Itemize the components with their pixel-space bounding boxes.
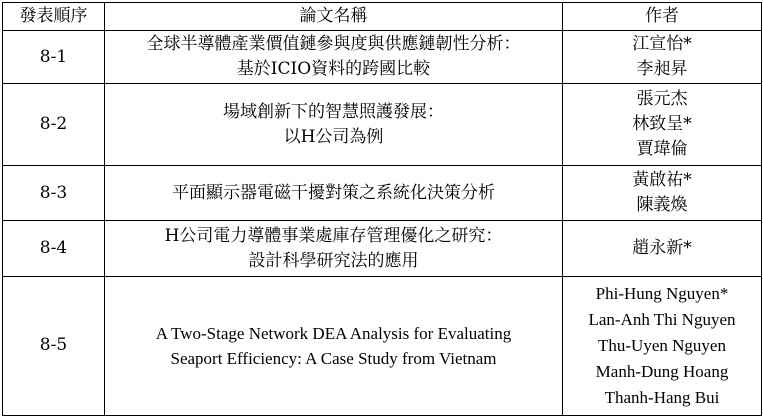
title-line: Seaport Efficiency: A Case Study from Vietnam bbox=[170, 348, 497, 368]
order-cell: 8-2 bbox=[3, 84, 105, 166]
author-name: 江宣怡* bbox=[632, 34, 692, 55]
order-cell: 8-1 bbox=[3, 31, 105, 84]
order-cell: 8-5 bbox=[3, 276, 105, 415]
title-line: H公司電力導體事業處庫存管理優化之研究： bbox=[164, 225, 503, 246]
title-line: 平面顯示器電磁干擾對策之系統化決策分析 bbox=[172, 182, 495, 203]
title-line: 以H公司為例 bbox=[283, 126, 384, 147]
title-line: 設計科學研究法的應用 bbox=[248, 250, 419, 271]
header-order: 發表順序 bbox=[3, 3, 105, 31]
title-cell bbox=[105, 31, 563, 84]
author-name: 賈瑋倫 bbox=[636, 139, 688, 160]
header-title: 論文名稱 bbox=[105, 3, 563, 31]
author-name: Thanh-Hang Bui bbox=[604, 387, 720, 407]
table-row bbox=[3, 221, 762, 276]
author-name: Lan-Anh Thi Nguyen bbox=[588, 309, 736, 329]
author-name: 李昶昇 bbox=[636, 59, 688, 80]
title-line: 基於ICIO資料的跨國比較 bbox=[236, 59, 431, 80]
author-cell bbox=[563, 84, 762, 166]
title-line: 場域創新下的智慧照護發展： bbox=[223, 101, 444, 122]
title-cell bbox=[105, 166, 563, 221]
table-row bbox=[3, 84, 762, 166]
author-cell bbox=[563, 31, 762, 84]
author-name: 趙永新* bbox=[632, 238, 692, 259]
author-cell bbox=[563, 166, 762, 221]
title-cell bbox=[105, 221, 563, 276]
title-line: A Two-Stage Network DEA Analysis for Evaluating bbox=[155, 323, 512, 343]
title-line: 全球半導體產業價值鏈參與度與供應鏈韌性分析： bbox=[146, 34, 521, 55]
author-name: 黃啟祐* bbox=[632, 170, 692, 191]
title-cell bbox=[105, 276, 563, 415]
table-row bbox=[3, 276, 762, 415]
author-name: 林致呈* bbox=[632, 114, 692, 135]
table-row bbox=[3, 166, 762, 221]
author-name: 張元杰 bbox=[636, 89, 688, 110]
header-author: 作者 bbox=[563, 3, 762, 31]
order-cell: 8-3 bbox=[3, 166, 105, 221]
author-name: Manh-Dung Hoang bbox=[595, 361, 729, 381]
author-cell bbox=[563, 276, 762, 415]
table-row bbox=[3, 31, 762, 84]
author-name: Thu-Uyen Nguyen bbox=[598, 335, 726, 355]
paper-schedule-table bbox=[2, 2, 762, 416]
title-cell bbox=[105, 84, 563, 166]
author-name: 陳義煥 bbox=[636, 195, 688, 216]
author-name: Phi-Hung Nguyen* bbox=[595, 283, 729, 303]
table-header-row bbox=[3, 3, 762, 31]
author-cell bbox=[563, 221, 762, 276]
order-cell: 8-4 bbox=[3, 221, 105, 276]
